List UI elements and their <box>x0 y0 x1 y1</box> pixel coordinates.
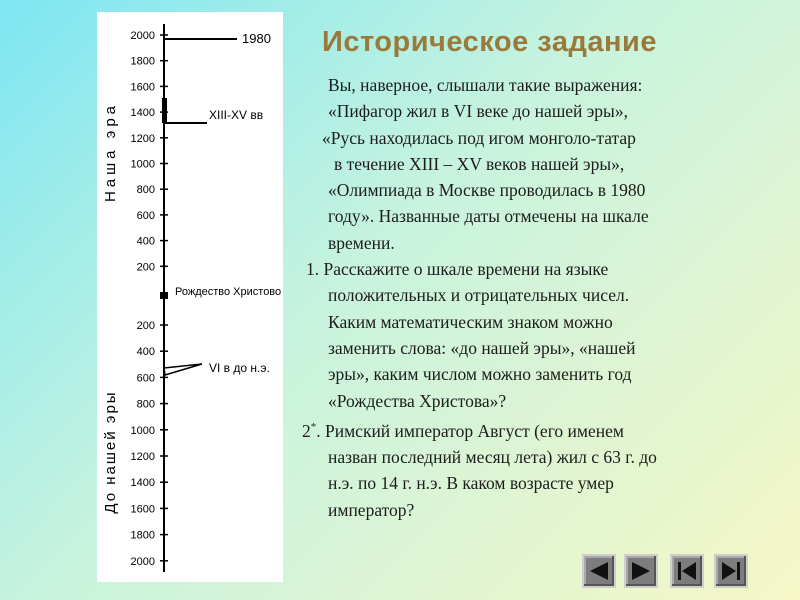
mark-christmas-label: Рождество Христово <box>175 286 282 298</box>
bc-tick-label: 2000 <box>130 555 155 568</box>
ad-tick-label: 600 <box>136 209 155 222</box>
task-text <box>300 72 770 523</box>
ad-tick-label: 200 <box>136 261 155 274</box>
ad-tick-label: 1600 <box>130 81 155 94</box>
text-line: положительных и отрицательных чисел. <box>328 285 630 306</box>
next-slide-button[interactable] <box>670 554 704 588</box>
question-2-number: 2 <box>302 420 311 441</box>
mark-vi-bc-arrow <box>164 364 202 375</box>
text-line: Вы, наверное, слышали такие выражения: <box>328 75 643 95</box>
timeline-scale <box>97 12 283 582</box>
last-slide-icon <box>716 556 746 586</box>
bc-tick-label: 1200 <box>130 451 155 463</box>
bc-tick-label: 400 <box>136 346 155 359</box>
bc-tick-label: 1800 <box>130 529 155 542</box>
text-line: заменить слова: «до нашей эры», «нашей <box>328 337 636 358</box>
text-line: эры», каким числом можно заменить год <box>328 364 632 385</box>
text-line: году». Названные даты отмечены на шкале <box>328 206 649 227</box>
mark-1980-label: 1980 <box>242 31 271 46</box>
ad-tick-label: 1400 <box>130 107 155 120</box>
ad-tick-label: 800 <box>136 184 155 197</box>
page-title: Историческое задание <box>322 26 657 58</box>
first-slide-button[interactable] <box>582 554 616 588</box>
previous-slide-button[interactable] <box>624 554 658 588</box>
era-bc-label: До нашей эры <box>102 390 119 514</box>
mark-christmas-dot <box>160 292 168 299</box>
last-slide-button[interactable] <box>714 554 748 588</box>
text-line: «Рождества Христова»? <box>328 390 507 411</box>
era-ad-label: Наша эра <box>102 101 119 203</box>
bc-tick-label: 800 <box>136 398 155 411</box>
question-2-text: . Римский император Август (его именем <box>316 420 624 441</box>
previous-slide-icon <box>626 556 656 586</box>
text-line: «Олимпиада в Москве проводилась в 1980 <box>328 180 646 201</box>
bc-tick-label: 1000 <box>130 424 155 437</box>
text-line: император? <box>328 499 415 520</box>
text-line: н.э. по 14 г. н.э. В каком возрасте умер <box>328 473 614 494</box>
text-line: Каким математическим знаком можно <box>328 311 613 332</box>
ad-tick-label: 1200 <box>130 132 155 145</box>
text-line: в течение XIII – XV веков нашей эры», <box>334 153 625 174</box>
text-line: «Русь находилась под игом монголо-татар <box>322 127 636 148</box>
bc-tick-label: 1400 <box>130 477 155 490</box>
question-1-line: 1. Расскажите о шкале времени на языке <box>306 259 609 280</box>
bc-tick-label: 1600 <box>130 503 155 516</box>
timeline-panel <box>97 12 283 582</box>
ad-tick-label: 1000 <box>130 158 155 171</box>
question-2-asterisk: * <box>310 420 317 433</box>
question-2-line <box>300 414 770 444</box>
text-line: «Пифагор жил в VI веке до нашей эры», <box>328 101 628 122</box>
bc-tick-label: 200 <box>136 320 155 332</box>
mark-xiii-xv-bar <box>162 98 167 123</box>
bc-tick-label: 600 <box>136 372 155 385</box>
mark-xiii-xv-label: XIII-XV вв <box>209 108 264 122</box>
ad-tick-label: 2000 <box>130 30 155 42</box>
mark-vi-bc-label: VI в до н.э. <box>209 361 270 375</box>
first-slide-icon <box>584 556 614 586</box>
text-line: назван последний месяц лета) жил с 63 г. до <box>328 446 657 467</box>
ad-tick-label: 1800 <box>130 55 155 68</box>
next-slide-icon <box>672 556 702 586</box>
text-line: времени. <box>328 232 395 253</box>
ad-tick-label: 400 <box>136 235 155 248</box>
